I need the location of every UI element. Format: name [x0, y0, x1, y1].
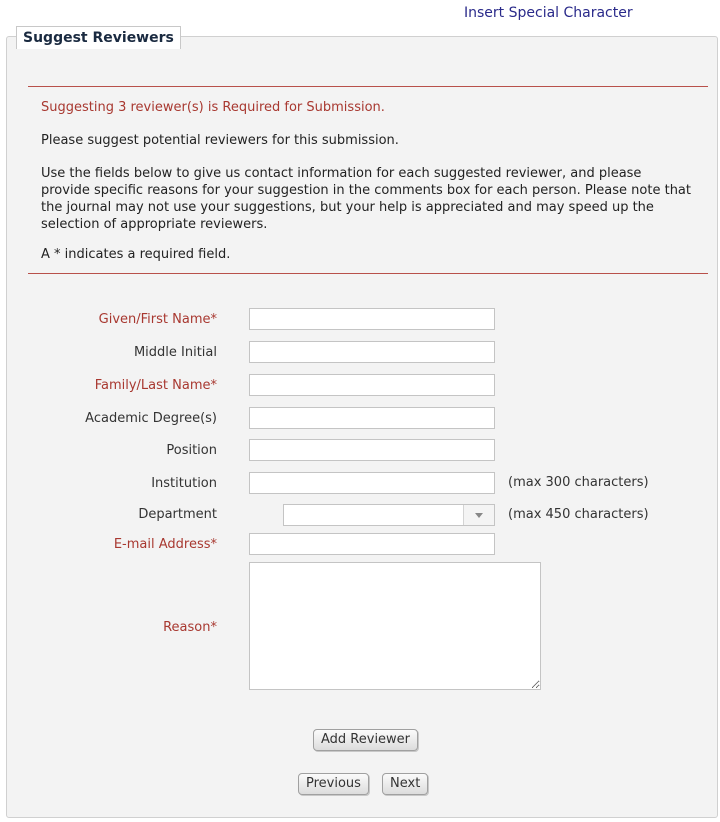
middle-initial-label: Middle Initial	[133, 345, 217, 360]
position-input[interactable]	[249, 439, 495, 461]
next-button[interactable]: Next	[382, 773, 428, 795]
family-name-label: Family/Last Name*	[94, 378, 217, 393]
divider-bottom	[28, 273, 708, 274]
department-max-note: (max 450 characters)	[508, 507, 649, 522]
reason-textarea[interactable]	[249, 562, 541, 690]
institution-input[interactable]	[249, 472, 495, 494]
instructions-text: Use the fields below to give us contact information for each suggested reviewer, and please provide specific reasons for your suggestion in the comments box for each person. Please note that the journal may not use your suggestions, but your help is appreciated and may speed up the selection of appropriate reviewers.	[41, 166, 691, 232]
middle-initial-input[interactable]	[249, 341, 495, 363]
insert-special-character-link[interactable]: Insert Special Character	[464, 5, 633, 21]
academic-degree-label: Academic Degree(s)	[85, 411, 217, 426]
required-field-hint: A * indicates a required field.	[41, 247, 231, 262]
email-input[interactable]	[249, 533, 495, 555]
family-name-input[interactable]	[249, 374, 495, 396]
institution-max-note: (max 300 characters)	[508, 475, 649, 490]
chevron-down-icon[interactable]	[463, 505, 494, 525]
given-name-label: Given/First Name*	[98, 312, 217, 327]
department-label: Department	[138, 507, 217, 522]
position-label: Position	[166, 443, 217, 458]
panel-title: Suggest Reviewers	[16, 26, 181, 49]
institution-label: Institution	[151, 476, 217, 491]
academic-degree-input[interactable]	[249, 407, 495, 429]
given-name-input[interactable]	[249, 308, 495, 330]
reason-label: Reason*	[163, 620, 217, 635]
department-select[interactable]	[283, 504, 495, 526]
add-reviewer-button[interactable]: Add Reviewer	[313, 729, 418, 751]
intro-text: Please suggest potential reviewers for this submission.	[41, 133, 399, 148]
divider-top	[28, 86, 708, 87]
previous-button[interactable]: Previous	[298, 773, 369, 795]
email-label: E-mail Address*	[113, 537, 217, 552]
required-notice: Suggesting 3 reviewer(s) is Required for Submission.	[41, 100, 385, 115]
